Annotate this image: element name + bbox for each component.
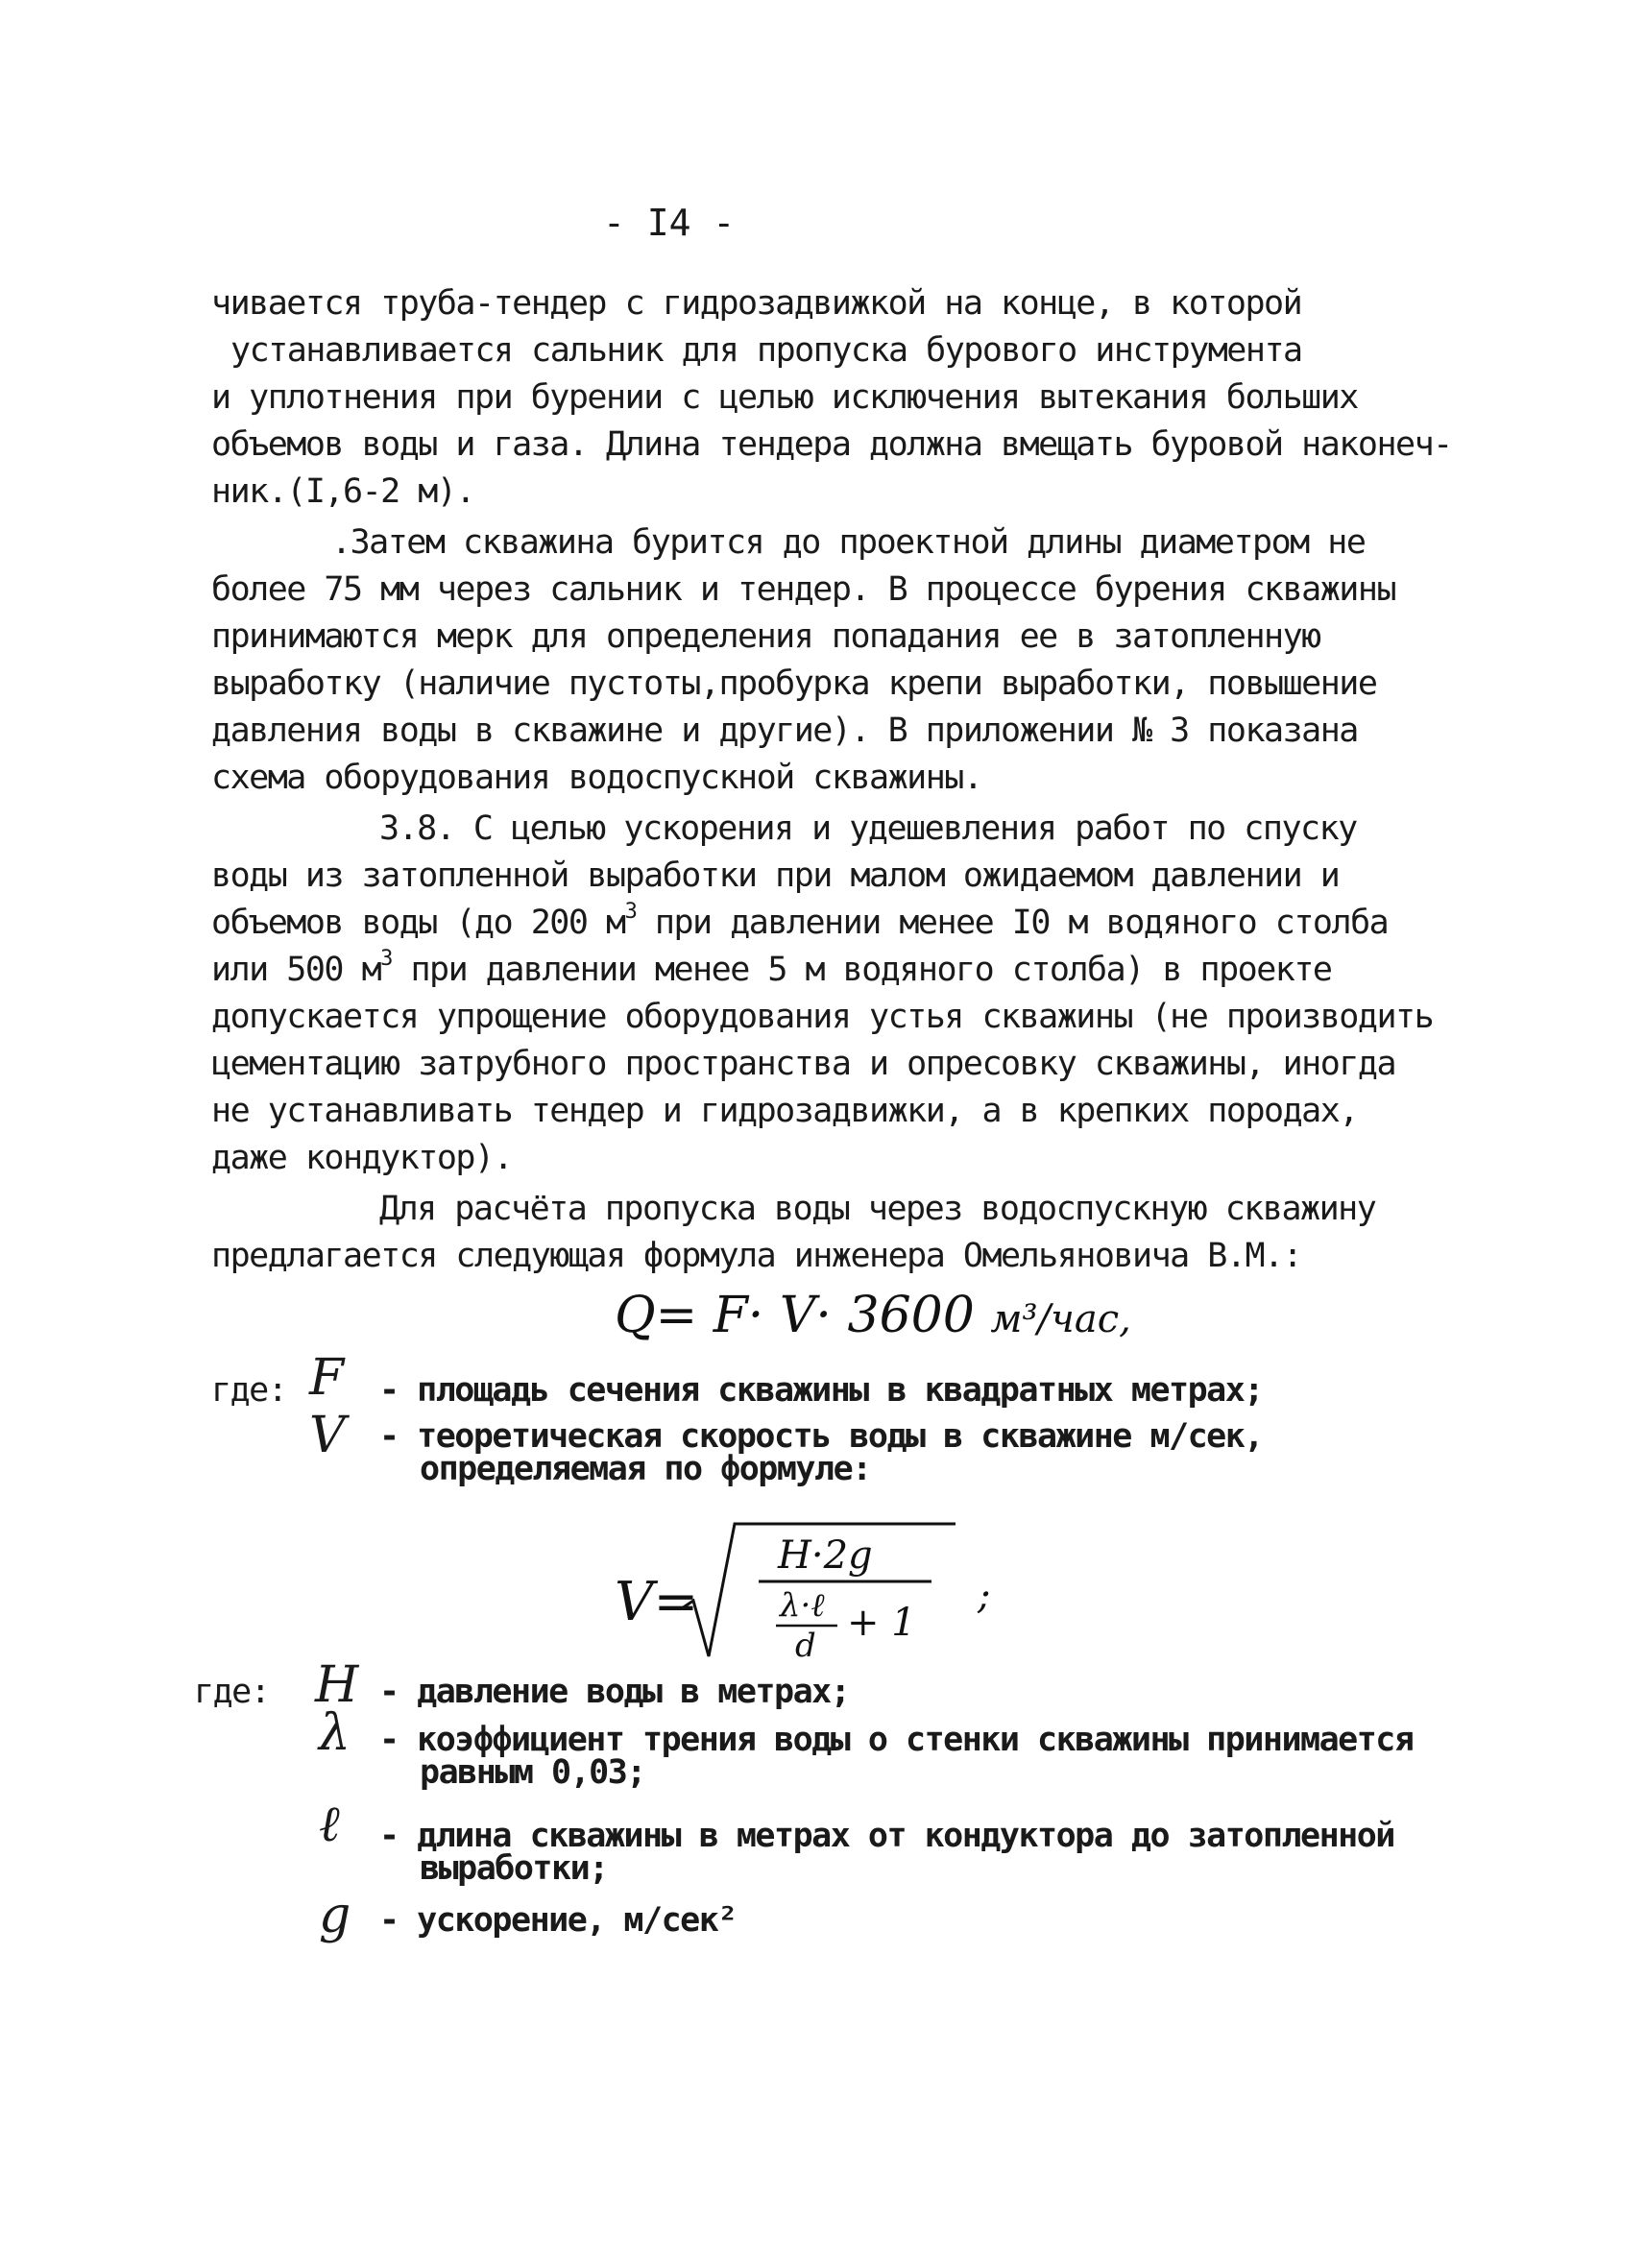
formula-velocity-plus-one: + 1 <box>847 1601 916 1645</box>
where1-f-desc: - площадь сечения скважины в квадратных метрах; <box>379 1371 1263 1410</box>
where2-lambda-desc1: - коэффициент трения воды о стенки скважины принимается <box>379 1721 1414 1759</box>
symbol-v: V <box>309 1407 346 1464</box>
paragraph2-line4: выработку (наличие пустоты,пробурка крепи выработки, повышение <box>211 664 1377 703</box>
paragraph2-line3: принимаются мерк для определения попадания ее в затопленную <box>211 617 1320 656</box>
paragraph3-line1: 3.8. С целью ускорения и удешевления работ по спуску <box>379 809 1357 848</box>
page-number: - I4 - <box>603 202 736 244</box>
paragraph3-line6: цементацию затрубного пространства и опресовку скважины, иногда <box>211 1045 1396 1083</box>
paragraph4-line1: Для расчёта пропуска воды через водоспускную скважину <box>379 1190 1376 1228</box>
where2-length-desc2: выработки; <box>420 1849 608 1888</box>
symbol-f: F <box>309 1349 345 1407</box>
where2-label: где: <box>194 1673 270 1711</box>
paragraph1-line5: ник.(I,6-2 м). <box>211 472 475 511</box>
paragraph3-line2: воды из затопленной выработки при малом ожидаемом давлении и <box>211 857 1340 895</box>
where1-label: где: <box>211 1371 287 1410</box>
where1-v-desc1: - теоретическая скорость воды в скважине м/сек, <box>379 1417 1263 1456</box>
paragraph1-line2: устанавливается сальник для пропуска бурового инструмента <box>230 331 1302 370</box>
paragraph3-line8: даже кондуктор). <box>211 1139 513 1177</box>
formula-velocity-semicolon: ; <box>978 1574 991 1618</box>
where1-v-desc2: определяемая по формуле: <box>420 1450 871 1488</box>
symbol-h: H <box>315 1656 359 1714</box>
cubic-superscript: 3 <box>624 900 637 924</box>
paragraph3-line5: допускается упрощение оборудования устья скважины (не производить <box>211 998 1434 1036</box>
formula-velocity-inner-numerator: λ·ℓ <box>780 1586 825 1625</box>
formula-velocity-numerator: H·2g <box>778 1533 873 1578</box>
where2-lambda-desc2: равным 0,03; <box>420 1753 645 1792</box>
paragraph2-line2: более 75 мм через сальник и тендер. В процессе бурения скважины <box>211 570 1396 609</box>
formula-discharge-unit: м³/час, <box>990 1297 1131 1341</box>
formula-velocity-inner-denominator: d <box>795 1627 816 1665</box>
formula-velocity <box>615 1512 1018 1676</box>
paragraph3-line4 <box>211 947 1332 989</box>
where2-length-desc1: - длина скважины в метрах от кондуктора до затопленной <box>379 1817 1394 1855</box>
formula-velocity-lhs: V= <box>615 1571 699 1633</box>
paragraph4-line2: предлагается следующая формула инженера Омельяновича В.М.: <box>211 1237 1302 1275</box>
symbol-g: g <box>319 1887 351 1944</box>
paragraph3-line7: не устанавливать тендер и гидрозадвижки, а в крепких породах, <box>211 1092 1358 1130</box>
paragraph1-line1: чивается труба-тендер с гидрозадвижкой на конце, в которой <box>211 284 1302 323</box>
paragraph3-line3-start: объемов воды (до 200 м <box>211 904 625 942</box>
paragraph3-line4-start: или 500 м <box>211 951 381 989</box>
cubic-superscript: 3 <box>380 947 392 971</box>
paragraph3-line3-end: при давлении менее I0 м водяного столба <box>636 904 1389 942</box>
paragraph2-line1: .Затем скважина бурится до проектной длины диаметром не <box>331 523 1366 562</box>
paragraph2-line5: давления воды в скважине и другие). В приложении № 3 показана <box>211 712 1358 750</box>
paragraph3-line3 <box>211 900 1389 942</box>
formula-discharge <box>615 1287 1131 1344</box>
paragraph1-line3: и уплотнения при бурении с целью исключения вытекания больших <box>211 378 1358 417</box>
paragraph1-line4: объемов воды и газа. Длина тендера должна вмещать буровой наконеч- <box>211 425 1452 464</box>
symbol-lambda: λ <box>319 1704 351 1762</box>
where2-h-desc: - давление воды в метрах; <box>379 1673 850 1711</box>
formula-discharge-main: Q= F· V· 3600 <box>615 1287 975 1344</box>
symbol-length: ℓ <box>319 1796 340 1853</box>
paragraph2-line6: схема оборудования водоспускной скважины. <box>211 759 982 797</box>
where2-g-desc: - ускорение, м/сек² <box>379 1901 737 1940</box>
paragraph3-line4-end: при давлении менее 5 м водяного столба) в проекте <box>391 951 1332 989</box>
